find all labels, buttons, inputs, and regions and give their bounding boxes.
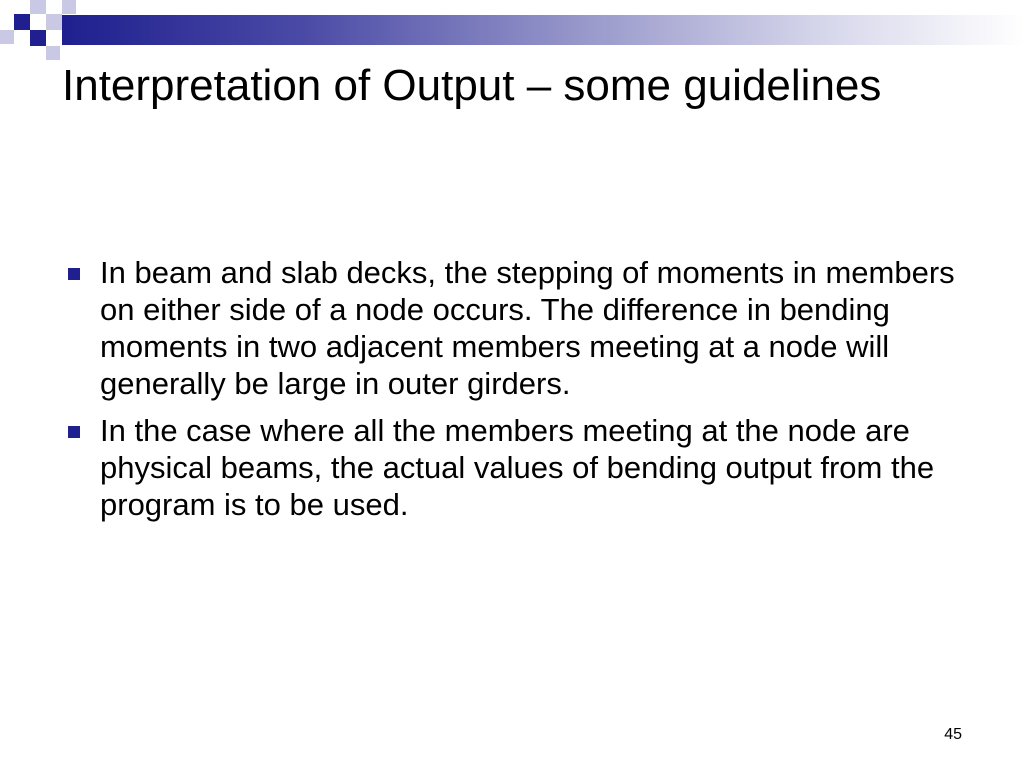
decorative-square — [14, 14, 30, 30]
decorative-square — [62, 0, 76, 14]
decorative-square — [30, 0, 46, 14]
square-bullet-icon — [68, 426, 80, 438]
bullet-text: In beam and slab decks, the stepping of moments in members on either side of a node occurs. The difference in bending moments in two adjacent members meeting at a node will generally be large in outer girders. — [100, 255, 955, 401]
bullet-text: In the case where all the members meeting at the node are physical beams, the actual values of bending output from the program is to be used. — [100, 413, 935, 522]
bullet-list — [62, 254, 962, 533]
slide-title: Interpretation of Output – some guidelines — [62, 61, 882, 110]
bullet-item — [62, 254, 962, 402]
decorative-square — [30, 14, 46, 30]
decorative-square — [0, 30, 14, 44]
page-number: 45 — [944, 726, 962, 743]
square-bullet-icon — [68, 268, 80, 280]
bullet-item — [62, 412, 962, 523]
decorative-square — [46, 46, 60, 60]
decorative-square — [46, 14, 62, 30]
header-gradient-bar — [62, 15, 1024, 45]
decorative-square — [30, 30, 46, 46]
